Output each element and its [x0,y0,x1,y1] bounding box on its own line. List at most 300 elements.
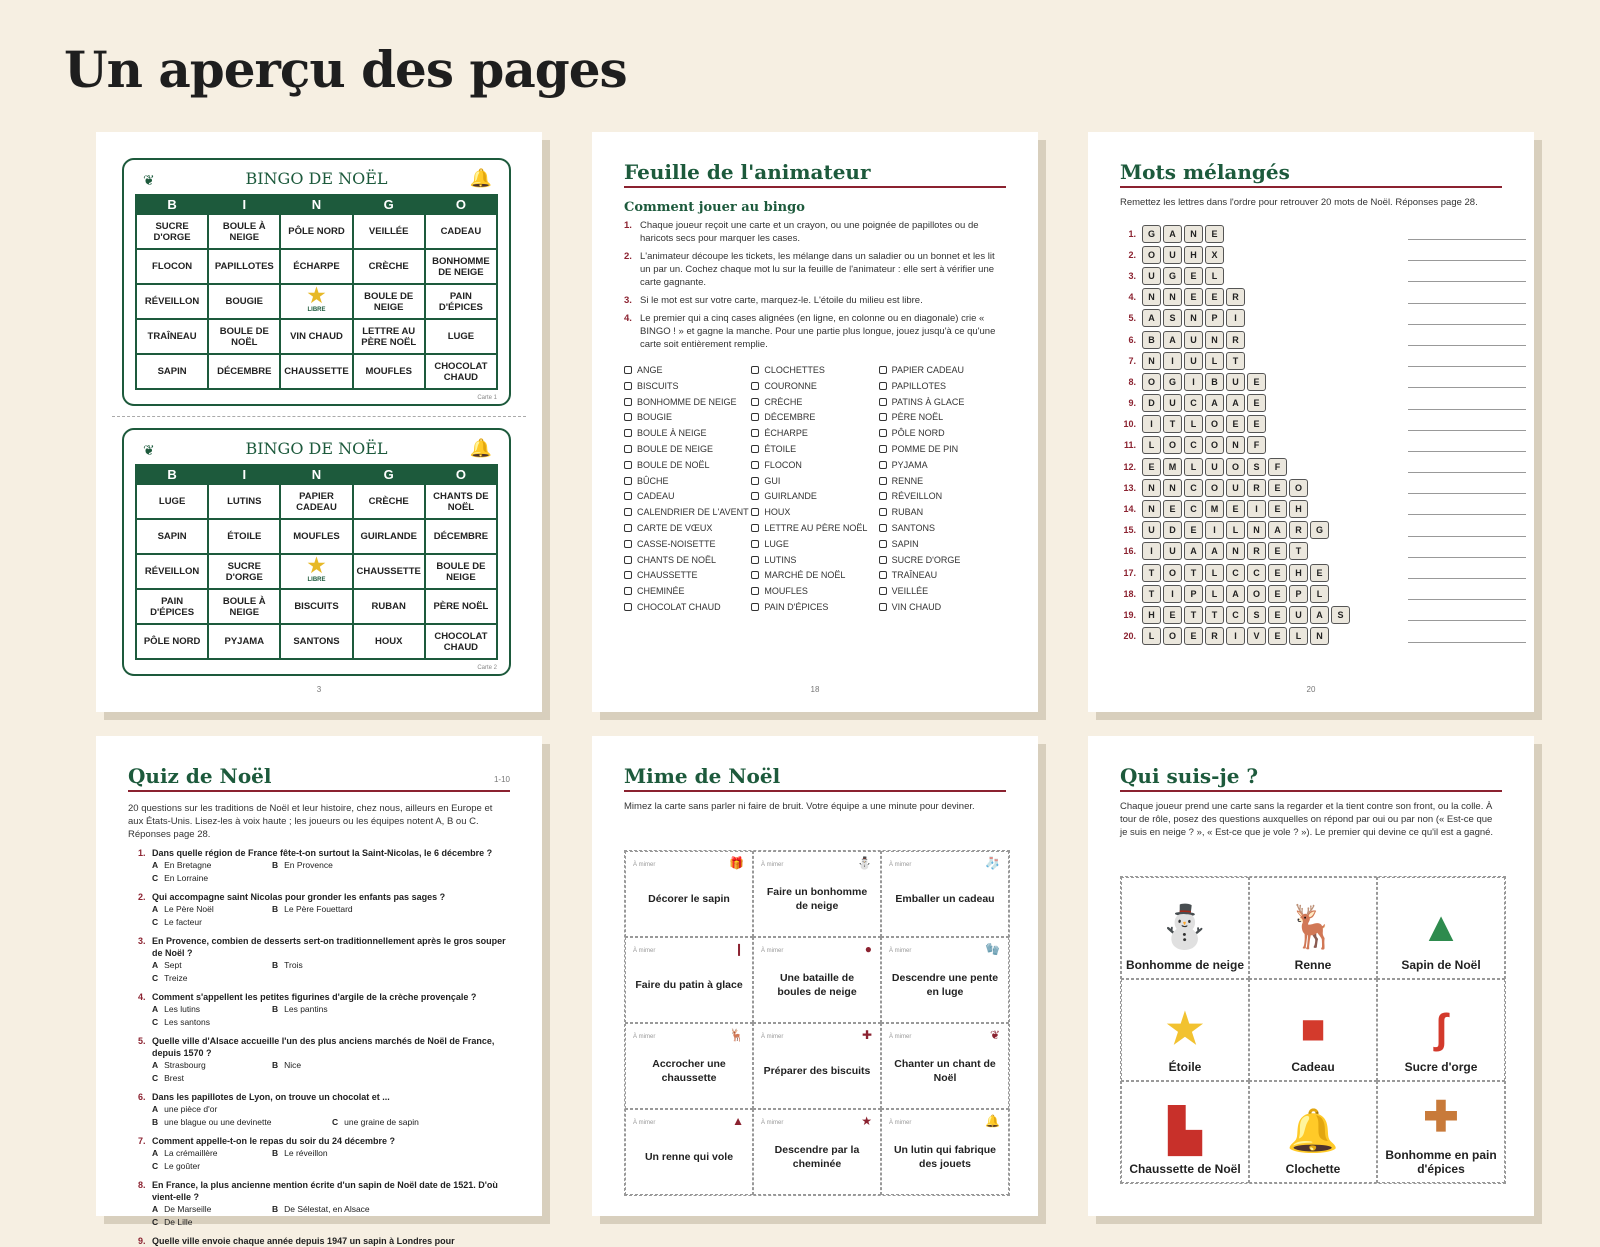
checkbox[interactable] [751,382,759,390]
bingo-cell-text: BOUGIE [225,296,264,307]
checkbox[interactable] [751,556,759,564]
page-title: Feuille de l'animateur [624,160,1006,188]
bingo-page [96,132,542,712]
star-icon: ★ [1166,1005,1204,1052]
checklist-word: LETTRE AU PÈRE NOËL [764,522,868,533]
scramble-row [1112,414,1502,435]
option-text: Le facteur [164,917,202,927]
checklist-item [624,537,751,553]
checkbox[interactable] [879,492,887,500]
letter-tile: A [1163,225,1182,243]
question-label: Comment appelle-t-on le repas du soir du 24 décembre ? [152,1136,396,1146]
checklist-word: PATINS À GLACE [891,396,965,407]
letter-tile: P [1184,585,1203,603]
bingo-card-2 [122,428,511,676]
letter-tile: A [1163,331,1182,349]
mime-card [881,1023,1009,1109]
letter-tile: I [1226,309,1245,327]
section-subtitle: Comment jouer au bingo [624,200,805,215]
answer-option [152,1059,272,1072]
steps-list [624,219,1006,351]
letter-tile: O [1205,479,1224,497]
bingo-cell [425,354,497,389]
bingo-cell-text: SAPIN [157,366,187,377]
scramble-number: 6. [1128,334,1136,345]
checkbox[interactable] [751,429,759,437]
checklist-word: CASSE-NOISETTE [637,538,716,549]
letter-tile: U [1142,521,1161,539]
checklist-item [624,395,751,411]
bingo-cell-text: LETTRE AU PÈRE NOËL [361,325,417,348]
letter-tile: U [1142,267,1161,285]
bingo-column-letter: I [208,195,280,214]
checkbox[interactable] [879,477,887,485]
scramble-number: 7. [1128,355,1136,366]
checkbox[interactable] [624,398,632,406]
letter-tile: N [1184,309,1203,327]
letter-tile: C [1184,479,1203,497]
bell-icon: 🔔 [469,168,492,189]
page-title: Quiz de Noël 1-10 [128,764,510,792]
gingerbread-icon: ✚ [861,1028,872,1042]
bingo-card-title: BINGO DE NOËL [245,169,388,188]
checkbox[interactable] [624,429,632,437]
character-label: Clochette [1285,1162,1341,1176]
letter-tile: N [1184,225,1203,243]
question-number: 4. [138,992,146,1002]
answer-options [128,1103,510,1129]
mime-card [625,1023,753,1109]
option-text: Trois [284,960,303,970]
word-column [751,363,878,616]
option-key: A [152,1204,159,1214]
checkbox[interactable] [624,524,632,532]
letter-tile: V [1247,627,1266,645]
mime-card [881,937,1009,1023]
letter-tile: N [1226,436,1245,454]
mime-card-text: Préparer des biscuits [763,1065,871,1077]
checklist-item [624,521,751,537]
option-text: Nice [284,1060,302,1070]
checkbox[interactable] [624,382,632,390]
letter-tile: E [1247,373,1266,391]
checkbox[interactable] [624,461,632,469]
bingo-cell [208,354,280,389]
mime-tag: À mimer [889,948,912,954]
letter-tile: T [1142,585,1161,603]
checklist-item [751,395,878,411]
answer-options [128,1147,510,1173]
checkbox[interactable] [879,382,887,390]
letter-tile: U [1226,373,1245,391]
question-number: 3. [138,936,146,946]
gingerbread-icon: ✚ [1423,1093,1459,1140]
checkbox[interactable] [624,413,632,421]
bingo-grid [135,194,498,390]
bingo-cell-text: ÉCHARPE [293,261,340,272]
scramble-number: 3. [1128,270,1136,281]
question-text [128,1179,510,1203]
scramble-row [1112,541,1502,562]
letter-tile: D [1163,521,1182,539]
checklist-word: VIN CHAUD [891,601,942,612]
scramble-row [1112,223,1502,244]
bingo-card-1 [122,158,511,406]
checklist-item [879,363,1006,379]
checkbox[interactable] [879,603,887,611]
answer-line [1408,345,1526,346]
character-label: Bonhomme en pain d'épices [1385,1148,1497,1176]
scramble-row [1112,244,1502,265]
mime-card-text: Descendre par la cheminée [774,1144,860,1170]
checkbox[interactable] [751,477,759,485]
letter-tile: G [1142,225,1161,243]
checkbox[interactable] [751,524,759,532]
bingo-cell-text: RÉVEILLON [144,566,200,577]
scramble-number: 4. [1128,292,1136,303]
checklist-item [751,426,878,442]
bingo-cell-text: FLOCON [152,261,193,272]
checkbox[interactable] [751,445,759,453]
checklist-item [624,600,751,616]
checklist-item [751,458,878,474]
letter-tile: T [1184,606,1203,624]
checkbox[interactable] [879,508,887,516]
answer-option [152,859,272,872]
checkbox[interactable] [624,587,632,595]
letter-tile: C [1184,500,1203,518]
checkbox[interactable] [879,366,887,374]
tree-icon: ▲ [732,1114,744,1128]
checklist-item [624,474,751,490]
mime-card-text: Descendre une pente en luge [891,972,999,998]
option-text: De Sélestat, en Alsace [284,1204,370,1214]
option-text: Le goûter [164,1161,201,1171]
checkbox[interactable] [751,587,759,595]
bingo-cell-text: PAPILLOTES [214,261,274,272]
option-key: A [152,1104,159,1114]
letter-tile: H [1289,564,1308,582]
answer-option [272,959,392,972]
letter-tile: O [1163,564,1182,582]
letter-tile: O [1163,436,1182,454]
option-text: En Bretagne [164,860,212,870]
question-text [128,1091,510,1103]
checklist-item [879,458,1006,474]
checkbox[interactable] [624,603,632,611]
letter-tile: U [1184,331,1203,349]
checkbox[interactable] [624,477,632,485]
checkbox[interactable] [879,540,887,548]
reindeer-icon: 🦌 [729,1028,744,1042]
quiz-question [128,991,510,1029]
bingo-cell [425,284,497,319]
scramble-number: 11. [1123,440,1136,451]
option-text: En Lorraine [164,873,209,883]
checklist-item [879,410,1006,426]
letter-tile: L [1184,415,1203,433]
bingo-cell [425,484,497,519]
letter-tile: E [1205,225,1224,243]
bingo-cell [136,319,208,354]
checkbox[interactable] [624,508,632,516]
bingo-cell-text: MOUFLES [293,531,340,542]
letter-tile: E [1247,394,1266,412]
mime-card-text: Un renne qui vole [644,1151,734,1163]
scramble-row [1112,583,1502,604]
letter-tile: E [1268,542,1287,560]
mime-tag: À mimer [761,862,784,868]
bingo-column-letter: B [136,195,208,214]
bingo-cell [280,519,352,554]
checklist-word: BONHOMME DE NEIGE [637,396,737,407]
letter-tile: U [1226,479,1245,497]
letter-tile: U [1184,352,1203,370]
option-text: Brest [164,1073,184,1083]
bingo-cell-text: BONHOMME DE NEIGE [432,255,490,278]
option-text: une graine de sapin [344,1117,419,1127]
checkbox[interactable] [751,508,759,516]
bingo-cell [280,554,352,589]
letter-tile: T [1289,542,1308,560]
checkbox[interactable] [879,429,887,437]
quiz-question [128,1235,510,1247]
bingo-cell [136,354,208,389]
gift-icon: ■ [1300,1005,1326,1052]
mime-tag: À mimer [889,1034,912,1040]
letter-tile: E [1163,500,1182,518]
letter-tile: B [1142,331,1161,349]
checkbox[interactable] [879,413,887,421]
bingo-cell [353,484,425,519]
letter-tile: E [1310,564,1329,582]
checklist-word: LUGE [764,538,789,549]
letter-tile: E [1268,606,1287,624]
bingo-cell-text: PYJAMA [224,636,265,647]
option-key: B [272,1060,279,1070]
option-key: A [152,1004,159,1014]
quiz-page [96,736,542,1246]
scramble-number: 20. [1123,631,1136,642]
letter-tile: E [1184,288,1203,306]
letter-tile: N [1247,521,1266,539]
character-label: Sucre d'orge [1404,1060,1478,1074]
checklist-word: SANTONS [891,522,935,533]
checklist-item [751,489,878,505]
checkbox[interactable] [624,540,632,548]
question-label: Quelle ville d'Alsace accueille l'un des plus anciens marchés de Noël de France, depuis 1570 ? [152,1036,495,1058]
checkbox[interactable] [624,492,632,500]
mime-card-text: Emballer un cadeau [895,893,995,905]
ornament-icon: ● [864,942,872,956]
scramble-row [1112,520,1502,541]
bingo-cell-text: TRAÎNEAU [147,331,197,342]
holly-icon: ❦ [143,173,155,189]
question-label: Quelle ville envoie chaque année depuis 1947 un sapin à Londres pour [152,1236,455,1246]
checkbox[interactable] [879,524,887,532]
quiz-question [128,1135,510,1173]
option-text: une pièce d'or [164,1104,218,1114]
option-text: Strasbourg [164,1060,206,1070]
option-text: En Provence [284,860,333,870]
letter-tile: T [1142,564,1161,582]
bingo-cell [136,624,208,659]
question-label: En Provence, combien de desserts sert-on traditionnellement après le gros souper de Noël ? [152,936,506,958]
question-text [128,991,510,1003]
answer-option [272,1059,392,1072]
character-card [1121,1081,1249,1183]
letter-tile: R [1226,331,1245,349]
step-text: Le premier qui a cinq cases alignées (en ligne, en colonne ou en diagonale) crie « BINGO ! » et gagne la manche. Pour une partie plus longue, jouez jusqu'à ce qu'une carte soit entièrement remplie. [640,313,996,350]
bingo-cell [136,484,208,519]
checkbox[interactable] [879,445,887,453]
free-space-label: LIBRE [307,307,326,313]
question-label: Dans les papillotes de Lyon, on trouve un chocolat et ... [152,1092,390,1102]
scramble-number: 18. [1123,588,1136,599]
checkbox[interactable] [879,556,887,564]
letter-tile: P [1205,309,1224,327]
checklist-item [624,363,751,379]
question-number: 9. [138,1236,146,1246]
scramble-row [1112,308,1502,329]
bingo-cell-text: DÉCEMBRE [433,531,489,542]
option-key: C [152,873,159,883]
page-title: Qui suis-je ? [1120,764,1502,792]
question-text [128,1135,510,1147]
mime-tag: À mimer [633,1120,656,1126]
letter-tile: F [1247,436,1266,454]
letter-tile: L [1142,436,1161,454]
option-text: Le réveillon [284,1148,328,1158]
answer-option [152,903,272,916]
letter-tile: H [1142,606,1161,624]
letter-tile: E [1268,500,1287,518]
scramble-row [1112,626,1502,647]
step-number: 3. [624,295,632,306]
answer-line [1408,303,1526,304]
bingo-cell-text: PÈRE NOËL [433,601,489,612]
step-item [624,250,1006,289]
letter-tile: R [1247,542,1266,560]
scramble-number: 16. [1123,546,1136,557]
star-icon: ★ [307,285,326,307]
stocking-icon: ▙ [1168,1107,1202,1154]
letter-tile: C [1226,606,1245,624]
bingo-cell-text: SUCRE D'ORGE [225,560,263,583]
bingo-cell-text: CRÈCHE [368,496,409,507]
checklist-item [624,505,751,521]
checklist-word: PÔLE NORD [891,428,945,439]
checklist-word: CADEAU [637,491,675,502]
bingo-cell-text: SANTONS [293,636,340,647]
quiz-question [128,847,510,885]
letter-tile: R [1205,627,1224,645]
character-card [1121,877,1249,979]
checklist-word: BOULE DE NOËL [637,459,710,470]
checkbox[interactable] [751,413,759,421]
letter-tile: A [1184,542,1203,560]
checklist-word: ÉCHARPE [764,428,808,439]
letter-tile: I [1163,352,1182,370]
option-text: Sept [164,960,182,970]
checkbox[interactable] [751,603,759,611]
answer-option [272,1003,392,1016]
answer-options [128,959,510,985]
checkbox[interactable] [751,366,759,374]
checklist-item [751,600,878,616]
checkbox[interactable] [624,556,632,564]
letter-tile: L [1142,627,1161,645]
character-label: Étoile [1168,1060,1202,1074]
checkbox[interactable] [879,587,887,595]
letter-tile: N [1205,331,1224,349]
checkbox[interactable] [751,571,759,579]
option-key: C [152,973,159,983]
letter-tile: E [1247,415,1266,433]
bingo-cell [425,214,497,249]
scramble-row [1112,350,1502,371]
checklist-item [751,584,878,600]
letter-tile: A [1205,394,1224,412]
intro-text: Mimez la carte sans parler ni faire de bruit. Votre équipe a une minute pour deviner. [624,801,975,812]
letter-tile: U [1163,246,1182,264]
question-number: 6. [138,1092,146,1102]
option-key: B [272,904,279,914]
option-text: Les lutins [164,1004,201,1014]
checkbox[interactable] [751,492,759,500]
bingo-column-letter: N [280,465,352,484]
checkbox[interactable] [624,366,632,374]
option-key: B [272,960,279,970]
letter-tile: L [1226,521,1245,539]
checkbox[interactable] [879,461,887,469]
bingo-cell [353,354,425,389]
checklist-word: PAPIER CADEAU [891,365,965,375]
bingo-cell [280,249,352,284]
checkbox[interactable] [751,540,759,548]
bingo-cell-text: BOULE DE NOËL [219,325,269,348]
word-column [879,363,1006,616]
checkbox[interactable] [751,461,759,469]
mime-card-text: Une bataille de boules de neige [777,972,857,998]
checkbox[interactable] [751,398,759,406]
checklist-word: MOUFLES [764,586,808,597]
scramble-number: 8. [1128,376,1136,387]
letter-tile: I [1142,415,1161,433]
checklist-word: CRÈCHE [764,396,803,407]
bingo-cell [136,249,208,284]
checkbox[interactable] [879,398,887,406]
step-text: Chaque joueur reçoit une carte et un crayon, ou une poignée de papillotes ou de haricots secs pour marquer les cases. [640,220,979,244]
bingo-cell [425,624,497,659]
letter-tile: O [1163,627,1182,645]
cut-line [112,416,526,417]
letter-tile: I [1142,542,1161,560]
checkbox[interactable] [879,571,887,579]
option-key: C [152,917,159,927]
checkbox[interactable] [624,571,632,579]
answer-option [152,916,272,929]
bingo-cell-text: LUGE [158,496,186,507]
letter-tile: L [1205,352,1224,370]
letter-tile: S [1247,606,1266,624]
checkbox[interactable] [624,445,632,453]
checklist-item [624,410,751,426]
stocking-icon: 🧦 [985,856,1000,870]
letter-tile: O [1226,458,1245,476]
letter-tile: N [1226,542,1245,560]
bingo-column-letter: O [425,195,497,214]
